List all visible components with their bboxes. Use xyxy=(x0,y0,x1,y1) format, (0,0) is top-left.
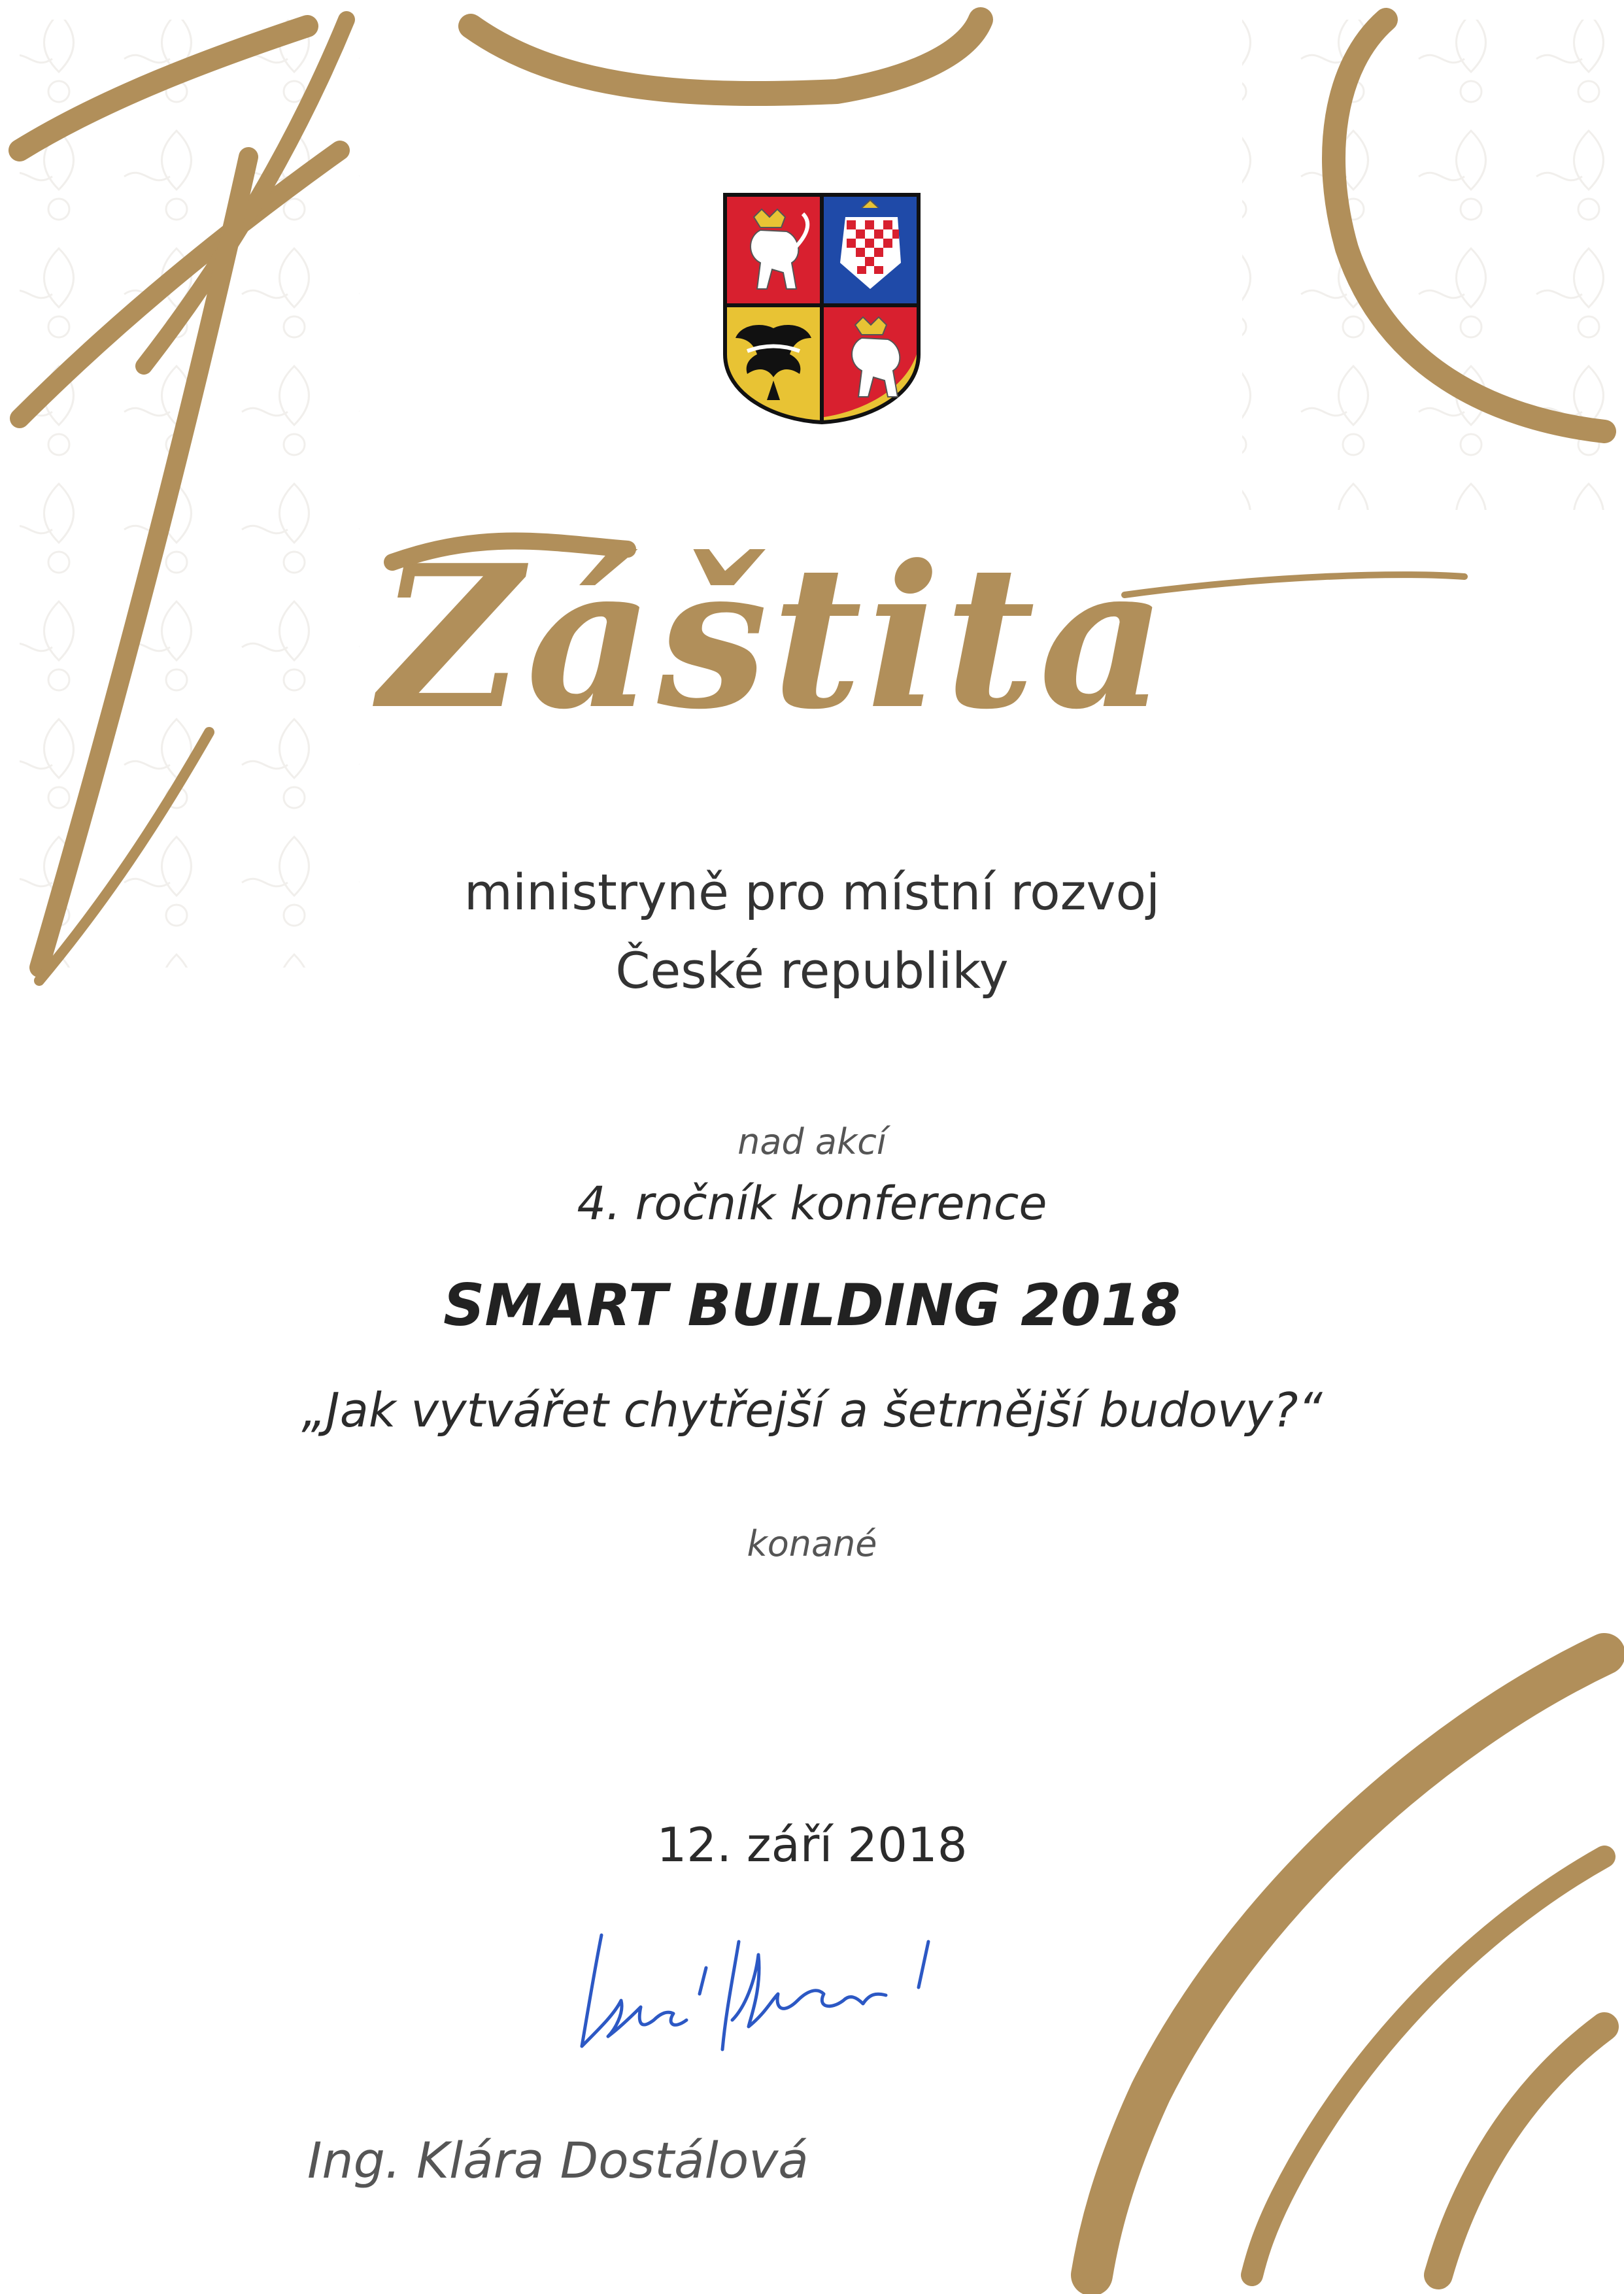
event-name: SMART BUILDING 2018 xyxy=(443,1272,1181,1339)
signer-name: Ing. Klára Dostálová xyxy=(307,2131,809,2189)
ministry-line-2: České republiky xyxy=(615,941,1009,1000)
event-subtitle: „Jak vytvářet chytřejší a šetrnější budovy?“ xyxy=(301,1383,1323,1438)
event-edition: 4. ročník konference xyxy=(577,1177,1047,1230)
czech-coat-of-arms-icon xyxy=(721,191,922,426)
title-calligraphy xyxy=(353,503,1491,778)
title-text: Záštita xyxy=(379,522,1170,752)
over-event-label: nad akcí xyxy=(737,1121,887,1162)
held-label: konané xyxy=(747,1523,877,1564)
ministry-line-1: ministryně pro místní rozvoj xyxy=(464,863,1160,921)
event-date: 12. září 2018 xyxy=(656,1817,968,1872)
handwritten-signature xyxy=(575,1915,981,2072)
